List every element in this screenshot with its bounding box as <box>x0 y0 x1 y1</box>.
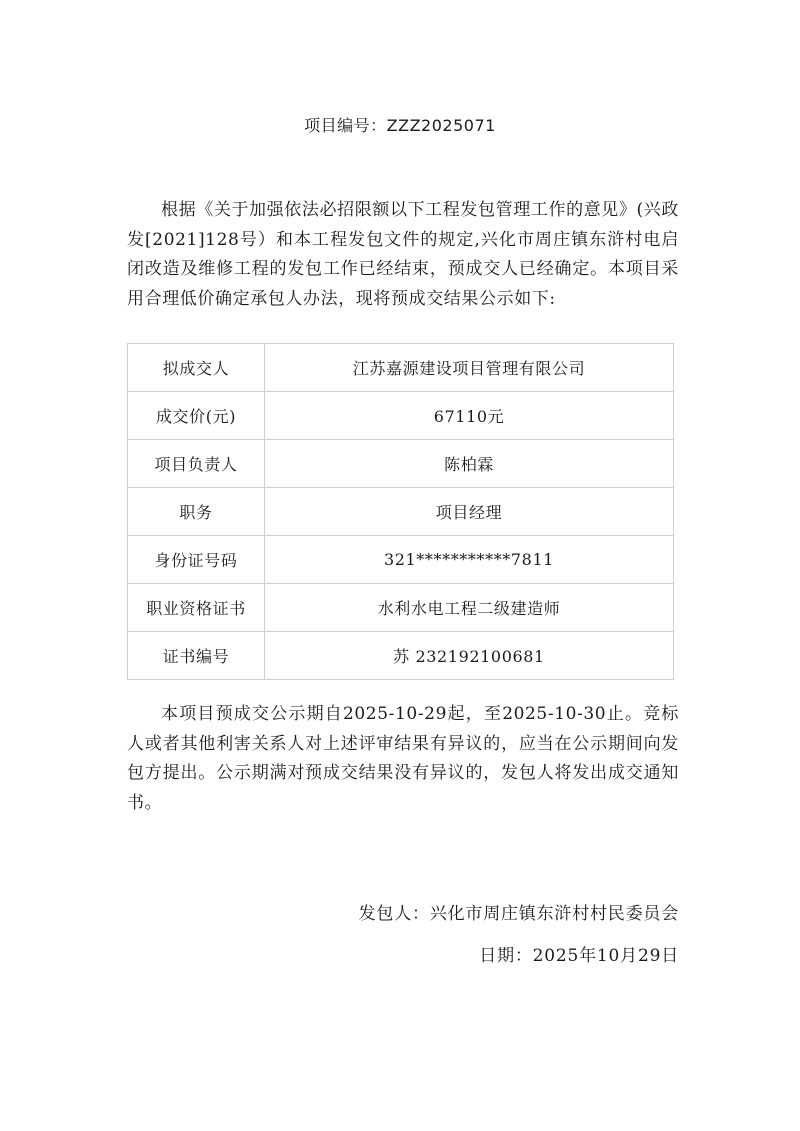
table-row-value: 321***********7811 <box>265 536 674 584</box>
intro-paragraph: 根据《关于加强依法必招限额以下工程发包管理工作的意见》(兴政发[2021]128号）和本工程发包文件的规定,兴化市周庄镇东浒村电启闭改造及维修工程的发包工作已经结束，预成交人已经确定。本项目采用合理低价确定承包人办法，现将预成交结果公示如下: <box>127 200 679 309</box>
table-row <box>128 392 674 440</box>
table-row <box>128 536 674 584</box>
table-row-value: 项目经理 <box>265 488 674 536</box>
table-row-label: 身份证号码 <box>128 536 265 584</box>
table-row-value: 江苏嘉源建设项目管理有限公司 <box>265 344 674 392</box>
table-row-value: 水利水电工程二级建造师 <box>265 584 674 632</box>
table-row-label: 项目负责人 <box>128 440 265 488</box>
issuer-line: 发包人：兴化市周庄镇东浒村村民委员会 <box>358 904 679 924</box>
table-row-label: 职业资格证书 <box>128 584 265 632</box>
notice-paragraph: 本项目预成交公示期自2025-10-29起，至2025-10-30止。竞标人或者其他利害关系人对上述评审结果有异议的，应当在公示期间向发包方提出。公示期满对预成交结果没有异议的，发包人将发出成交通知书。 <box>127 704 679 813</box>
result-table <box>127 343 674 680</box>
table-row-value: 陈柏霖 <box>265 440 674 488</box>
table-row-label: 证书编号 <box>128 632 265 680</box>
table-row <box>128 344 674 392</box>
table-row-label: 成交价(元) <box>128 392 265 440</box>
date-line: 日期：2025年10月29日 <box>479 946 679 966</box>
table-row-value: 67110元 <box>265 392 674 440</box>
table-row-value: 苏 232192100681 <box>265 632 674 680</box>
table-row <box>128 488 674 536</box>
table-row-label: 职务 <box>128 488 265 536</box>
table-row-label: 拟成交人 <box>128 344 265 392</box>
table-row <box>128 440 674 488</box>
table-row <box>128 632 674 680</box>
project-number-heading: 项目编号：ZZZ2025071 <box>304 116 496 135</box>
table-row <box>128 584 674 632</box>
